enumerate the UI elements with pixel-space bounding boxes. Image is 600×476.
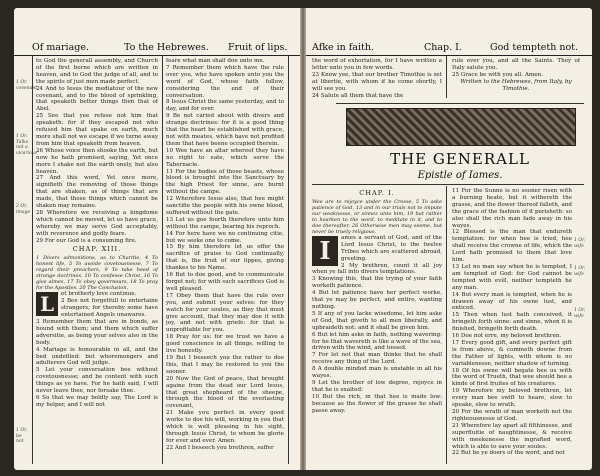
verse: 22 And I beseech you brethren, suffer bbox=[166, 444, 274, 451]
verse: ames a servant of God, and of the Lord Iesus Christ, to the twelve Tribes which are scattered abroad, greeting. bbox=[341, 234, 442, 262]
margin-note: 2 Or, image bbox=[16, 204, 31, 215]
verse: 15 By him therefore let us offer the sacrifice of praise to God continually, that is, the fruit of our lippes, giving thankes to his Name. bbox=[166, 244, 284, 272]
verse: the word of exhortation, for I have written a letter unto you in few words. bbox=[312, 58, 442, 71]
running-head-right: God tempteth not. bbox=[490, 42, 579, 53]
ornamental-headpiece bbox=[346, 108, 576, 146]
column-rule bbox=[288, 56, 289, 464]
column-rule bbox=[32, 56, 33, 464]
verse: 16 Doe not erre, my beloved brethren. bbox=[452, 333, 562, 340]
chapter-heading: CHAP. I. bbox=[359, 189, 395, 197]
chapter-summary: Wee are to rejoyce under the Crosse, 5 To aske patience of God, 13 and in our trials not to impute our weaknesse, or sinnes unto him, 19 but rather to hearken to the word, to meditate in it, and to doe thereafter. 26 Otherwise men may seeme, but never be truely religious. bbox=[312, 198, 442, 235]
verse: 18 Pray for us: for we trust we have a good conscience in all things, willing to live honestly. bbox=[166, 334, 284, 355]
verse: 20 For the wrath of man worketh not the righteousnesse of God. bbox=[452, 409, 572, 422]
verse: 17 Obey them that have the rule over you, and submit your selves: for they watch for your soules, as they that must give account, that they may doe it with joy, and not with griefe: for that is unprofitable for you. bbox=[166, 292, 284, 334]
verse: 21 Make you perfect in every good worke to doe his will, working in you that which is well pleasing in his sight, through Iesus Christ, to whom be glorie for ever and ever. Amen. bbox=[166, 410, 284, 444]
verse: 5 If any of you lacke wisedome, let him aske of God, that giveth to all men liberally, and upbraideth not: and it shall be given him. bbox=[312, 310, 442, 331]
verse: 28 Wherefore we receiving a kingdome which cannot be moved, let us have grace, whereby we may serve God acceptably, with reverence and godly feare. bbox=[36, 209, 158, 237]
verse: 16 But to doe good, and to communicate forget not; for with such sacrifices God is well pleased. bbox=[166, 272, 284, 292]
running-head-left: Of mariage. bbox=[32, 42, 89, 53]
verse: 12 Blessed is the man that endureth temptation: for when hee is tried, hee shall receive the crowne of life, which the Lord hath promised to them that love him. bbox=[452, 229, 572, 264]
verse: 19 Wherefore my beloved brethren, let every man bee swift to heare, slow to speake, slow to wrath. bbox=[452, 388, 572, 409]
verse: 10 But the rich, in that hee is made low: because as the flower of the grasse he shall passe away. bbox=[312, 393, 442, 414]
margin-note: 1 Or, covenant bbox=[16, 80, 38, 91]
verse: 11 For the Sunne is no sooner risen with a burning heate, but it withereth the grasse, and the flower thereof falleth, and the grace of the fashion of it perisheth: so also shall the rich man fade away in his wayes. bbox=[452, 188, 572, 229]
verse: 4 But let patience have her perfect worke, that ye may be perfect, and entire, wanting nothing. bbox=[312, 290, 442, 310]
left-page bbox=[14, 8, 300, 470]
verse: 26 Whose voice then shooke the earth, but now he hath promised, saying, Yet once more I shake not the earth onely, but also heaven. bbox=[36, 147, 158, 175]
verse: 25 Grace be with you all. Amen. bbox=[452, 71, 543, 78]
column-rule bbox=[446, 186, 447, 464]
chapter-heading: CHAP. XIII. bbox=[72, 245, 122, 254]
margin-note: 1 Or, be not bbox=[16, 428, 28, 444]
margin-note: 1 Or, wife bbox=[574, 308, 586, 319]
book-subtitle: Epistle of Iames. bbox=[417, 170, 503, 181]
verse: 3 Remember them that are in bonds, as bound with them; and them which suffer adversitie, as being your selves also in the body. bbox=[36, 319, 158, 346]
verse: feare what man shall doe unto me. bbox=[166, 58, 265, 64]
verse: rule over you, and all the Saints. They of Italy salute you. bbox=[452, 58, 580, 71]
verse: to God the generall assembly, and Church of the first borne which are written in heaven, and to God the judge of all, and to the spirits of just men made perfect. bbox=[36, 58, 158, 85]
running-head-left: Afke in faith. bbox=[312, 42, 374, 53]
verse: 4 Mariage is honourable in all, and the bed undefiled: but whoremongers and adulterers God will judge. bbox=[36, 346, 158, 367]
right-top-column-1 bbox=[312, 58, 442, 102]
verse: 2 My brethren, count it all joy when ye fall into divers temptations. bbox=[312, 262, 442, 276]
verse: 6 So that we may boldly say, The Lord is my helper, and I will not bbox=[36, 394, 158, 408]
verse: 9 Be not caried about with divers and strange doctrines: for it is a good thing that the heart be established with grace, not with meates, which have not profited them that have beene occupied therein. bbox=[166, 113, 284, 147]
verse: 14 But every man is tempted, when he is drawen away of his owne lust, and enticed. bbox=[452, 291, 572, 312]
left-column-2 bbox=[166, 58, 284, 466]
right-column-2 bbox=[452, 188, 572, 464]
verse: 13 Let no man say when he is tempted, I am tempted of God: for God cannot be tempted with evill, neither tempteth he any man. bbox=[452, 263, 572, 291]
verse: 7 For let not that man thinke that he shall receive any thing of the Lord. bbox=[312, 352, 442, 366]
running-head-center: Chap. I. bbox=[424, 42, 462, 53]
column-rule bbox=[162, 56, 163, 464]
verse: 5 Let your conversation bee without covetousnesse; and be content with such things as ye have. For he hath said, I will never leave thee, nor forsake thee. bbox=[36, 367, 158, 395]
drop-cap-ornament: I bbox=[312, 236, 338, 266]
header-rule bbox=[14, 55, 300, 56]
verse: 17 Every good gift, and every perfect gift is from above, & commeth downe from the Father of lights, with whom is no variablenesse, neither shadow of turning. bbox=[452, 339, 572, 367]
verse: 27 And this word, Yet once more, signifieth the removing of those things that are shaken, as of things that are made, that those things which cannot be shaken may remaine. bbox=[36, 175, 158, 210]
left-column-1 bbox=[36, 58, 158, 466]
running-head-center: To the Hebrewes. bbox=[124, 42, 209, 53]
column-rule bbox=[446, 56, 447, 98]
verse: 23 Know yee, that our brother Timothie is set at libertie, with whom if he come shortly, I will see you. bbox=[312, 71, 442, 92]
verse: 18 Of his owne will begate hee us with the word of Trueth, that wee should bee a kinde of first fruites of his creatures. bbox=[452, 367, 572, 388]
verse: 8 A double minded man is unstable in all his wayes. bbox=[312, 366, 442, 380]
verse: 2 Bee not forgetfull to entertaine strangers; for thereby some have entertained Angels unawares. bbox=[61, 298, 158, 319]
open-book bbox=[14, 8, 592, 470]
verse: 15 Then when lust hath conceived, it bringeth forth sinne: and sinne, when it is finished, bringeth forth death. bbox=[452, 312, 572, 333]
verse: 8 Iesus Christ the same yesterday, and to day, and for ever. bbox=[166, 99, 284, 113]
verse: 29 For our God is a consuming fire. bbox=[36, 237, 137, 244]
verse: 22 But be ye doers of the word, and not bbox=[452, 450, 565, 457]
book-title: THE GENERALL bbox=[390, 150, 530, 168]
verse: 24 Salute all them that have the bbox=[312, 92, 404, 99]
right-page bbox=[306, 8, 592, 470]
header-rule bbox=[306, 55, 592, 56]
verse: et brotherly love continue. bbox=[61, 291, 137, 298]
verse: 14 For here have we no continuing citie, but we seeke one to come. bbox=[166, 230, 284, 244]
chapter-summary: 1 Divers admonitions, as to Charitie, 4 To honest life, 5 To avoide covetousnesse, 7 To regard their preachers, 9 To take heed of strange doctrines, 10 To confesse Christ, 16 To give almes, 17 To obey governours, 18 To pray for the Apostles. 20 The Conclusion. bbox=[36, 255, 158, 292]
verse: 13 Let us goe foorth therefore unto him without the campe, bearing his reproch. bbox=[166, 216, 284, 230]
section-rule bbox=[336, 103, 584, 104]
verse: 9 Let the brother of low degree, rejoyce in that he is exalted: bbox=[312, 379, 442, 393]
subscription: Written to the Hebrewes, from Italy, by Timothie. bbox=[460, 78, 572, 92]
margin-note: 1 Or, wife bbox=[574, 238, 586, 249]
margin-note: 1 Or, Talke not a vicarious bbox=[16, 134, 38, 156]
verse: 7 Remember them which have the rule over you, who have spoken unto you the word of God, whose faith follow, considering the end of their conversation. bbox=[166, 64, 284, 99]
verse: 6 But let him aske in faith, nothing wavering: for he that wavereth is like a wave of the sea, driven with the wind, and tossed. bbox=[312, 331, 442, 352]
running-head-right: Fruit of lips. bbox=[228, 42, 288, 53]
verse: 11 For the bodies of those beasts, whose blood is brought into the Sanctuary by the high Priest for sinne, are burnt without the campe. bbox=[166, 168, 284, 196]
drop-cap-ornament: L bbox=[36, 292, 58, 316]
verse: 25 See that yee refuse not him that speaketh: for if they escaped not who refused him that spake on earth, much more shall not we escape if we turne away from him that speaketh from heaven. bbox=[36, 113, 158, 147]
verse: 20 Now the God of peace, that brought againe from the dead our Lord Iesus, that great shepheard of the sheepe, through the blood of the everlasting covenant, bbox=[166, 375, 284, 410]
verse: 21 Wherefore lay apart all filthinesse, and superfluitie of naughtinesse, & receive with meekenesse the ingrafted word, which is able to save your soules. bbox=[452, 422, 572, 450]
verse: 10 Wee have an altar whereof they have no right to eate, which serve the Tabernacle. bbox=[166, 147, 284, 168]
verse: 24 And to Iesus the mediatour of the new covenant, and to the blood of sprinkling, that speaketh better things then that of Abel. bbox=[36, 85, 158, 113]
right-column-1 bbox=[312, 188, 442, 464]
verse: 3 Knowing this, that the trying of your faith worketh patience. bbox=[312, 276, 442, 290]
right-top-column-2 bbox=[452, 58, 580, 102]
verse: 19 But I beseech you the rather to doe this, that I may be restored to you the sooner. bbox=[166, 354, 284, 375]
verse: 12 Wherefore Iesus also, that hee might sanctifie the people with his owne blood, suffered without the gate. bbox=[166, 196, 284, 216]
title-rule bbox=[312, 184, 584, 185]
margin-note: 1 Or, wife bbox=[574, 266, 586, 277]
